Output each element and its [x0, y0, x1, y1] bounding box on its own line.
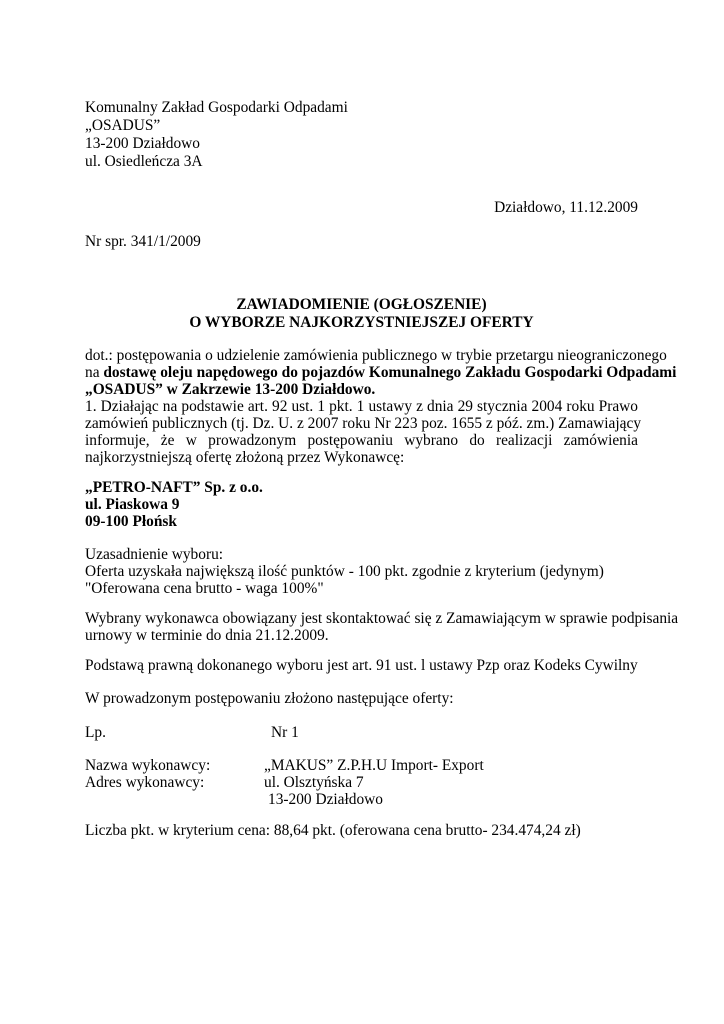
sender-line-4: ul. Osiedleńcza 3A: [85, 153, 203, 170]
para1-line-3: informuje, że w prowadzonym postępowaniu wybrano do realizacji zamówienia: [85, 432, 638, 449]
para1-line-1: 1. Działając na podstawie art. 92 ust. 1 pkt. 1 ustawy z dnia 29 stycznia 2004 roku Prawo: [85, 398, 638, 415]
justification-line-1: Oferta uzyskała największą ilość punktów - 100 pkt. zgodnie z kryterium (jedynym): [85, 563, 604, 580]
offers-intro: W prowadzonym postępowaniu złożono następujące oferty:: [85, 690, 454, 707]
offer-lp-value: Nr 1: [271, 724, 299, 741]
winner-city: 09-100 Płońsk: [85, 513, 177, 530]
sender-line-2: „OSADUS”: [85, 117, 161, 134]
subject-line-2-prefix: na: [85, 364, 104, 381]
place-date: Działdowo, 11.12.2009: [494, 199, 638, 216]
offer-address-line-2: 13-200 Działdowo: [268, 791, 383, 808]
legal-basis: Podstawą prawną dokonanego wyboru jest art. 91 ust. l ustawy Pzp oraz Kodeks Cywilny: [85, 657, 638, 674]
offer-lp-label: Lp.: [85, 724, 106, 741]
offer-name-value: „MAKUS” Z.P.H.U Import- Export: [264, 757, 484, 774]
document-title-line-1: ZAWIADOMIENIE (OGŁOSZENIE): [236, 296, 487, 313]
offer-score: Liczba pkt. w kryterium cena: 88,64 pkt. (oferowana cena brutto- 234.474,24 zł): [85, 822, 581, 839]
sender-line-1: Komunalny Zakład Gospodarki Odpadami: [85, 99, 348, 116]
document-title-line-2: O WYBORZE NAJKORZYSTNIEJSZEJ OFERTY: [189, 314, 534, 331]
subject-line-1: dot.: postępowania o udzielenie zamówienia publicznego w trybie przetargu nieograniczonego: [85, 347, 667, 364]
justification-line-2: "Oferowana cena brutto - waga 100%": [85, 580, 324, 597]
subject-line-2-bold: dostawę oleju napędowego do pojazdów Komunalnego Zakładu Gospodarki Odpadami: [103, 364, 677, 381]
reference-number: Nr spr. 341/1/2009: [85, 233, 201, 250]
winner-street: ul. Piaskowa 9: [85, 496, 180, 513]
contact-line-1: Wybrany wykonawca obowiązany jest skontaktować się z Zamawiającym w sprawie podpisania: [85, 610, 679, 627]
offer-address-label: Adres wykonawcy:: [85, 774, 205, 791]
offer-address-line-1: ul. Olsztyńska 7: [264, 774, 364, 791]
para1-line-2: zamówień publicznych (tj. Dz. U. z 2007 roku Nr 223 poz. 1655 z póź. zm.) Zamawiający: [85, 415, 642, 432]
para1-line-4: najkorzystniejszą ofertę złożoną przez Wykonawcę:: [85, 449, 405, 466]
sender-line-3: 13-200 Działdowo: [85, 135, 200, 152]
winner-name: „PETRO-NAFT” Sp. z o.o.: [85, 479, 263, 496]
justification-heading: Uzasadnienie wyboru:: [85, 546, 224, 563]
subject-line-3: „OSADUS” w Zakrzewie 13-200 Działdowo.: [85, 381, 376, 398]
contact-line-2: urnowy w terminie do dnia 21.12.2009.: [85, 627, 329, 644]
subject-line-2: [85, 364, 676, 381]
offer-name-label: Nazwa wykonawcy:: [85, 757, 211, 774]
